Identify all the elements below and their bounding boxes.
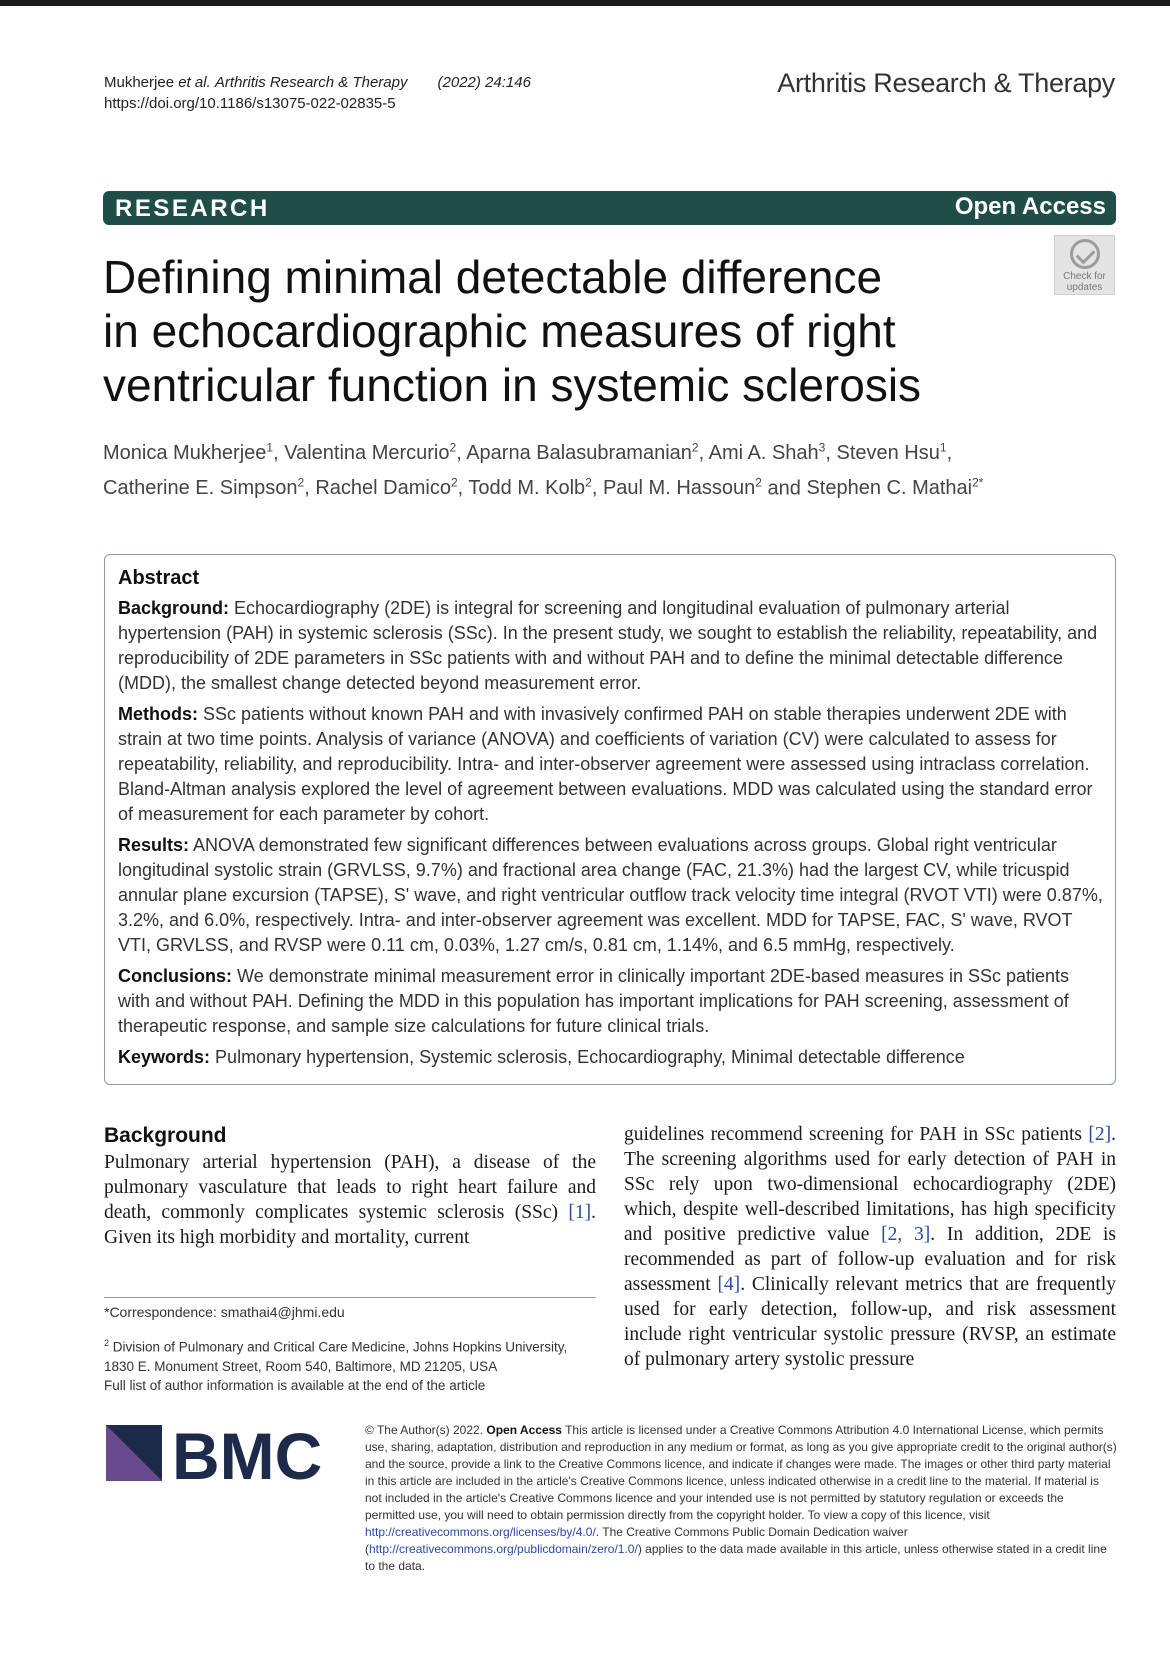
body-column-left <box>104 1122 596 1250</box>
abstract-heading: Abstract <box>118 567 200 589</box>
badge-line1: Check for <box>1063 271 1106 282</box>
license-link[interactable]: http://creativecommons.org/licenses/by/4.0/ <box>365 1525 596 1539</box>
background-paragraph-left: Pulmonary arterial hypertension (PAH), a disease of the pulmonary vasculature that leads to right heart failure and death, commonly complicates systemic sclerosis (SSc) [1]. Given its high morbidity and mortality, current <box>104 1152 596 1248</box>
author-line-2 <box>103 468 1103 504</box>
public-domain-link[interactable]: http://creativecommons.org/publicdomain/zero/1.0/ <box>369 1542 638 1556</box>
top-edge-bar <box>0 0 1170 6</box>
author: Todd M. Kolb$^2$, <box>468 475 598 500</box>
author: Valentina Mercurio$^2$, <box>284 440 462 464</box>
author: Stephen C. Mathai$^{2*}$ <box>806 475 984 500</box>
license-statement: © The Author(s) 2022. Open Access This article is licensed under a Creative Commons Attribution 4.0 International License, which permits use, sharing, adaptation, distribution and reproduction in any medium or format, as long as you give appropriate credit to the original author(s) and the source, provide a link to the Creative Commons licence, and indicate if changes were made. The images or other third party material in this article are included in the article's Creative Commons licence, unless indicated otherwise in a credit line to the material. If material is not included in the article's Creative Commons licence and your intended use is not permitted by statutory regulation or exceeds the permitted use, you will need to obtain permission directly from the copyright holder. To view a copy of this licence, visit http://creativecommons.org/licenses/by/4.0/. The Creative Commons Public Domain Dedication waiver (http://creativecommons.org/publicdomain/zero/1.0/) applies to the data made available in this article, unless otherwise stated in a credit line to the data. <box>365 1423 1117 1573</box>
article-type-band <box>103 191 1116 225</box>
title-line2: in echocardiographic measures of right <box>103 305 896 357</box>
check-updates-icon <box>1070 239 1100 269</box>
abstract-background: Background: Echocardiography (2DE) is integral for screening and longitudinal evaluation of pulmonary arterial hypertension (PAH) in systemic sclerosis (SSc). In the present study, we sought to establish the reliability, repeatability, and reproducibility of 2DE parameters in SSc patients with and without PAH and to define the minimal detectable difference (MDD), the smallest change detected beyond measurement error. <box>118 598 1098 693</box>
citation-header <box>104 72 531 114</box>
bmc-logo <box>106 1425 336 1485</box>
abstract-conclusions: Conclusions: We demonstrate minimal measurement error in clinically important 2DE-based measures in SSc patients with and without PAH. Defining the MDD in this population has important implications for PAH screening, assessment of therapeutic response, and sample size calculations for future clinical trials. <box>118 966 1070 1036</box>
affiliation-note: $^2$ Division of Pulmonary and Critical Care Medicine, Johns Hopkins University, 1830 E. Monument Street, Room 540, Baltimore, MD 21205, USA Full list of author information is available at the end of the article <box>104 1338 568 1393</box>
article-title <box>103 250 1003 412</box>
badge-line2: updates <box>1066 282 1103 293</box>
body-column-right <box>624 1122 1116 1372</box>
doi-link[interactable]: https://doi.org/10.1186/s13075-022-02835-5 <box>104 95 396 112</box>
author: Steven Hsu$^1$, <box>836 440 953 464</box>
author: Monica Mukherjee$^1$, <box>103 440 279 464</box>
citation-line <box>104 72 531 93</box>
abstract-box <box>104 554 1116 1085</box>
abstract-keywords: Keywords: Pulmonary hypertension, Systemic sclerosis, Echocardiography, Minimal detectable difference <box>118 1047 965 1067</box>
correspondence-note: *Correspondence: smathai4@jhmi.edu <box>104 1304 345 1320</box>
citation-etal: et al. <box>178 74 211 91</box>
journal-name: Arthritis Research & Therapy <box>777 68 1115 98</box>
footnotes <box>104 1297 596 1395</box>
reference-link[interactable]: [2] <box>1088 1124 1112 1145</box>
citation-year-volume: (2022) 24:146 <box>437 74 531 91</box>
reference-link[interactable]: [2, 3] <box>881 1224 931 1245</box>
abstract-methods: Methods: SSc patients without known PAH and with invasively confirmed PAH on stable therapies underwent 2DE with strain at two time points. Analysis of variance (ANOVA) and coefficients of variation (CV) were calculated to assess for repeatability, reliability, and reproducibility. Intra- and inter-observer agreement were assessed using intraclass correlation. Bland-Altman analysis explored the level of agreement between evaluations. MDD was calculated using the standard error of measurement for each parameter by cohort. <box>118 704 1093 824</box>
abstract-results: Results: ANOVA demonstrated few significant differences between evaluations across groups. Global right ventricular longitudinal systolic strain (GRVLSS, 9.7%) and fractional area change (FAC, 21.3%) had the largest CV, while tricuspid annular plane excursion (TAPSE), S' wave, and right ventricular outflow track velocity time integral (RVOT VTI) were 0.87%, 3.2%, and 6.0%, respectively. Intra- and inter-observer agreement was excellent. MDD for TAPSE, FAC, S' wave, RVOT VTI, GRVLSS, and RVSP were 0.11 cm, 0.03%, 1.27 cm/s, 0.81 cm, 1.14%, and 6.5 mmHg, respectively. <box>118 835 1103 955</box>
author-list <box>103 432 1103 503</box>
open-access-label: Open Access <box>954 193 1106 220</box>
reference-link[interactable]: [1] <box>568 1202 592 1223</box>
research-label: RESEARCH <box>115 195 270 222</box>
citation-journal: Arthritis Research & Therapy <box>214 74 408 91</box>
author-line-1 <box>103 432 1103 468</box>
authors-and: and <box>767 477 801 500</box>
author: Rachel Damico$^2$, <box>315 475 464 500</box>
bmc-logo-text: BMC <box>172 1425 323 1485</box>
reference-link[interactable]: [4] <box>717 1274 741 1295</box>
author: Paul M. Hassoun$^2$ <box>602 475 762 500</box>
author: Aparna Balasubramanian$^2$, <box>466 440 705 464</box>
background-paragraph-right: guidelines recommend screening for PAH in SSc patients [2]. The screening algorithms used for early detection of PAH in SSc rely upon two-dimensional echocardiography (2DE) which, despite well-described limitations, has high specificity and positive predictive value [2, 3]. In addition, 2DE is recommended as part of follow-up evaluation and for risk assessment [4]. Clinically relevant metrics that are frequently used for early detection, follow-up, and risk assessment include right ventricular systolic pressure (RVSP, an estimate of pulmonary artery systolic pressure <box>624 1124 1117 1370</box>
author: Catherine E. Simpson$^2$, <box>103 475 310 500</box>
title-line1: Defining minimal detectable difference <box>103 251 883 303</box>
check-for-updates-badge[interactable] <box>1054 235 1115 295</box>
citation-author: Mukherjee <box>104 74 175 91</box>
title-line3: ventricular function in systemic sclerosis <box>103 359 922 411</box>
badge-text <box>1055 271 1114 293</box>
author: Ami A. Shah$^3$, <box>708 440 831 464</box>
background-heading: Background <box>104 1124 227 1147</box>
